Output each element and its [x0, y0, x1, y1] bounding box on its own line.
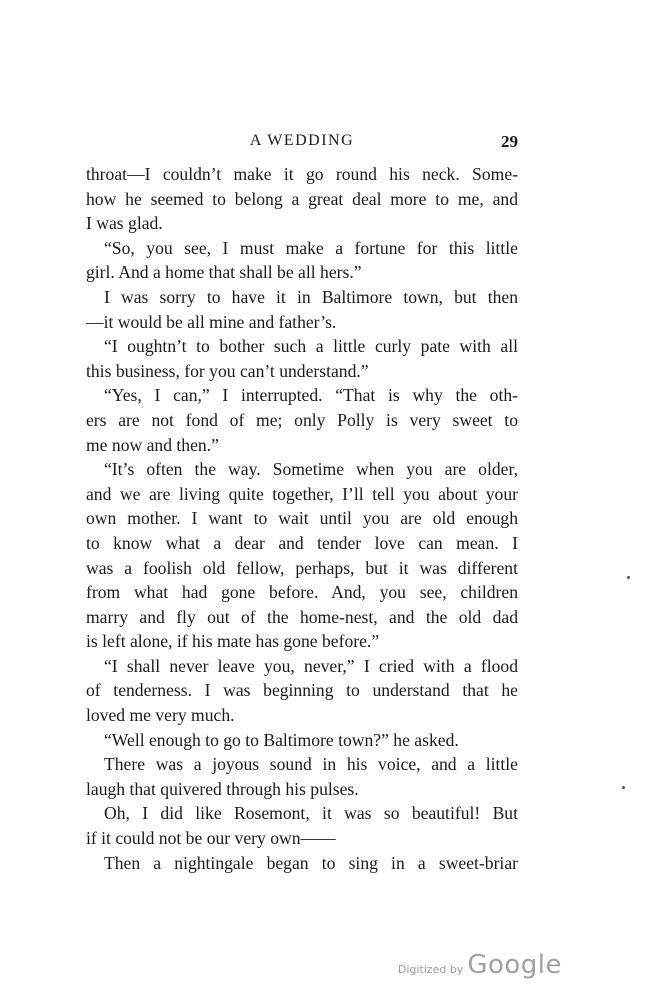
text-line: marry and fly out of the home-nest, and the old dad — [86, 606, 518, 627]
text-line: ers are not fond of me; only Polly is very sweet to — [86, 409, 518, 430]
text-line: “I oughtn’t to bother such a little curly pate with all — [104, 336, 518, 357]
text-line: of tenderness. I was beginning to understand that he — [86, 680, 518, 701]
text-line: laugh that quivered through his pulses. — [86, 778, 359, 799]
body-text — [86, 162, 518, 875]
text-line: from what had gone before. And, you see, children — [86, 582, 518, 603]
text-line: girl. And a home that shall be all hers.” — [86, 262, 362, 283]
text-line: “So, you see, I must make a fortune for this little — [104, 237, 518, 258]
scan-speck — [627, 576, 630, 579]
text-line: if it could not be our very own—— — [86, 828, 336, 849]
text-line: me now and then.” — [86, 434, 219, 455]
text-line: I was sorry to have it in Baltimore town, but then — [104, 286, 518, 307]
text-line: Oh, I did like Rosemont, it was so beautiful! But — [104, 803, 518, 824]
scan-speck — [622, 786, 625, 789]
digitized-watermark — [398, 950, 562, 980]
text-line: loved me very much. — [86, 705, 235, 726]
text-line: was a foolish old fellow, perhaps, but it was different — [86, 557, 518, 578]
text-line: throat—I couldn’t make it go round his neck. Some- — [86, 164, 518, 184]
text-line: I was glad. — [86, 213, 163, 234]
page-number: 29 — [501, 132, 518, 151]
running-title: A WEDDING — [249, 132, 355, 149]
text-line: “Well enough to go to Baltimore town?” he asked. — [104, 729, 459, 750]
text-line: “It’s often the way. Sometime when you are older, — [104, 459, 518, 480]
google-logo: Google — [467, 950, 562, 980]
text-line: this business, for you can’t understand.” — [86, 360, 369, 381]
running-header — [86, 128, 518, 158]
text-line: own mother. I want to wait until you are old enough — [86, 508, 518, 529]
text-line: and we are living quite together, I’ll tell you about your — [86, 483, 518, 504]
text-line: Then a nightingale began to sing in a sweet-briar — [104, 852, 518, 873]
text-line: how he seemed to belong a great deal more to me, and — [86, 188, 518, 209]
text-line: “Yes, I can,” I interrupted. “That is why the oth- — [104, 385, 518, 406]
text-line: There was a joyous sound in his voice, and a little — [104, 754, 518, 775]
digitized-by-label: Digitized by — [397, 963, 464, 976]
text-line: —it would be all mine and father’s. — [86, 311, 337, 332]
text-line: to know what a dear and tender love can mean. I — [86, 532, 518, 553]
text-line: is left alone, if his mate has gone before.” — [86, 631, 380, 652]
text-line: “I shall never leave you, never,” I cried with a flood — [104, 655, 518, 676]
